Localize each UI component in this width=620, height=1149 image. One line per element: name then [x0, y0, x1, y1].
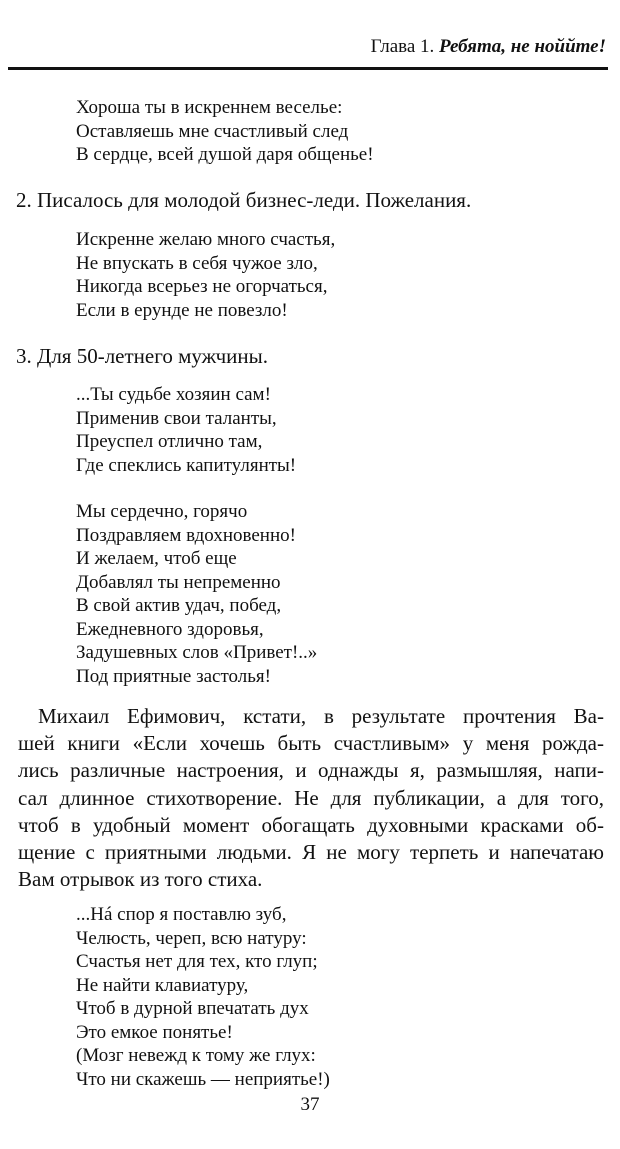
- running-header: [8, 36, 608, 70]
- verse-line: Челюсть, череп, всю натуру:: [76, 927, 307, 949]
- verse-line: Не впускать в себя чужое зло,: [76, 252, 318, 274]
- verse-2: [76, 228, 335, 322]
- verse-line: Хороша ты в искреннем веселье:: [76, 97, 343, 118]
- page-number: 37: [300, 1094, 320, 1115]
- verse-5: [76, 903, 330, 1091]
- verse-line: Где спеклись капитулянты!: [76, 454, 297, 476]
- paragraph-line: чтоб в удобный момент обогащать духовными красками об-: [18, 812, 604, 837]
- prose-paragraph: [18, 703, 604, 893]
- verse-4: [76, 500, 317, 688]
- paragraph-line: лись различные настроения, и однажды я, размышляя, напи-: [18, 758, 604, 783]
- paragraph-line: Михаил Ефимович, кстати, в результате прочтения Ва-: [38, 704, 604, 728]
- verse-line: Применив свои таланты,: [76, 407, 277, 429]
- verse-line: Мы сердечно, горячо: [76, 501, 248, 522]
- header-chapter-title: Ребята, не ноййте!: [439, 36, 606, 57]
- paragraph-line: сал длинное стихотворение. Не для публикации, а для того,: [18, 785, 604, 810]
- verse-line: ...Ты судьбе хозяин сам!: [76, 384, 271, 405]
- verse-line: Не найти клавиатуру,: [76, 974, 249, 996]
- verse-line: Под приятные застолья!: [76, 665, 271, 687]
- verse-line: В свой актив удач, побед,: [76, 595, 282, 616]
- verse-line: Это емкое понятье!: [76, 1021, 233, 1043]
- verse-line: В сердце, всей душой даря общенье!: [76, 144, 374, 165]
- verse-line: Что ни скажешь — неприятье!): [76, 1068, 330, 1090]
- verse-line: Поздравляем вдохновенно!: [76, 524, 296, 546]
- item-3-heading: 3. Для 50-летнего мужчины.: [16, 344, 268, 368]
- verse-line: Оставляешь мне счастливый след: [76, 120, 349, 142]
- verse-3: [76, 383, 296, 477]
- header-text: [371, 36, 606, 58]
- verse-1: [76, 96, 374, 167]
- verse-line: Преуспел отлично там,: [76, 431, 263, 452]
- verse-line: Никогда всерьез не огорчаться,: [76, 276, 328, 297]
- verse-line: ...Нá спор я поставлю зуб,: [76, 904, 287, 925]
- verse-line: И желаем, чтоб еще: [76, 548, 237, 569]
- item-2-heading: 2. Писалось для молодой бизнес-леди. Пожелания.: [16, 188, 472, 212]
- paragraph-line: шей книги «Если хочешь быть счастливым» у меня рожда-: [18, 731, 604, 756]
- verse-line: Ежедневного здоровья,: [76, 618, 264, 640]
- paragraph-line: Вам отрывок из того стиха.: [18, 867, 263, 892]
- verse-line: Если в ерунде не повезло!: [76, 299, 288, 321]
- verse-line: Искренне желаю много счастья,: [76, 229, 336, 250]
- verse-line: Добавлял ты непременно: [76, 571, 281, 593]
- verse-line: Счастья нет для тех, кто глуп;: [76, 951, 318, 972]
- verse-line: Задушевных слов «Привет!..»: [76, 642, 318, 663]
- header-rule: [8, 67, 608, 70]
- verse-line: (Мозг невежд к тому же глух:: [76, 1045, 316, 1066]
- paragraph-line: щение с приятными людьми. Я не могу терпеть и напечатаю: [18, 839, 604, 864]
- header-chapter: Глава 1.: [370, 36, 435, 57]
- verse-line: Чтоб в дурной впечатать дух: [76, 998, 309, 1019]
